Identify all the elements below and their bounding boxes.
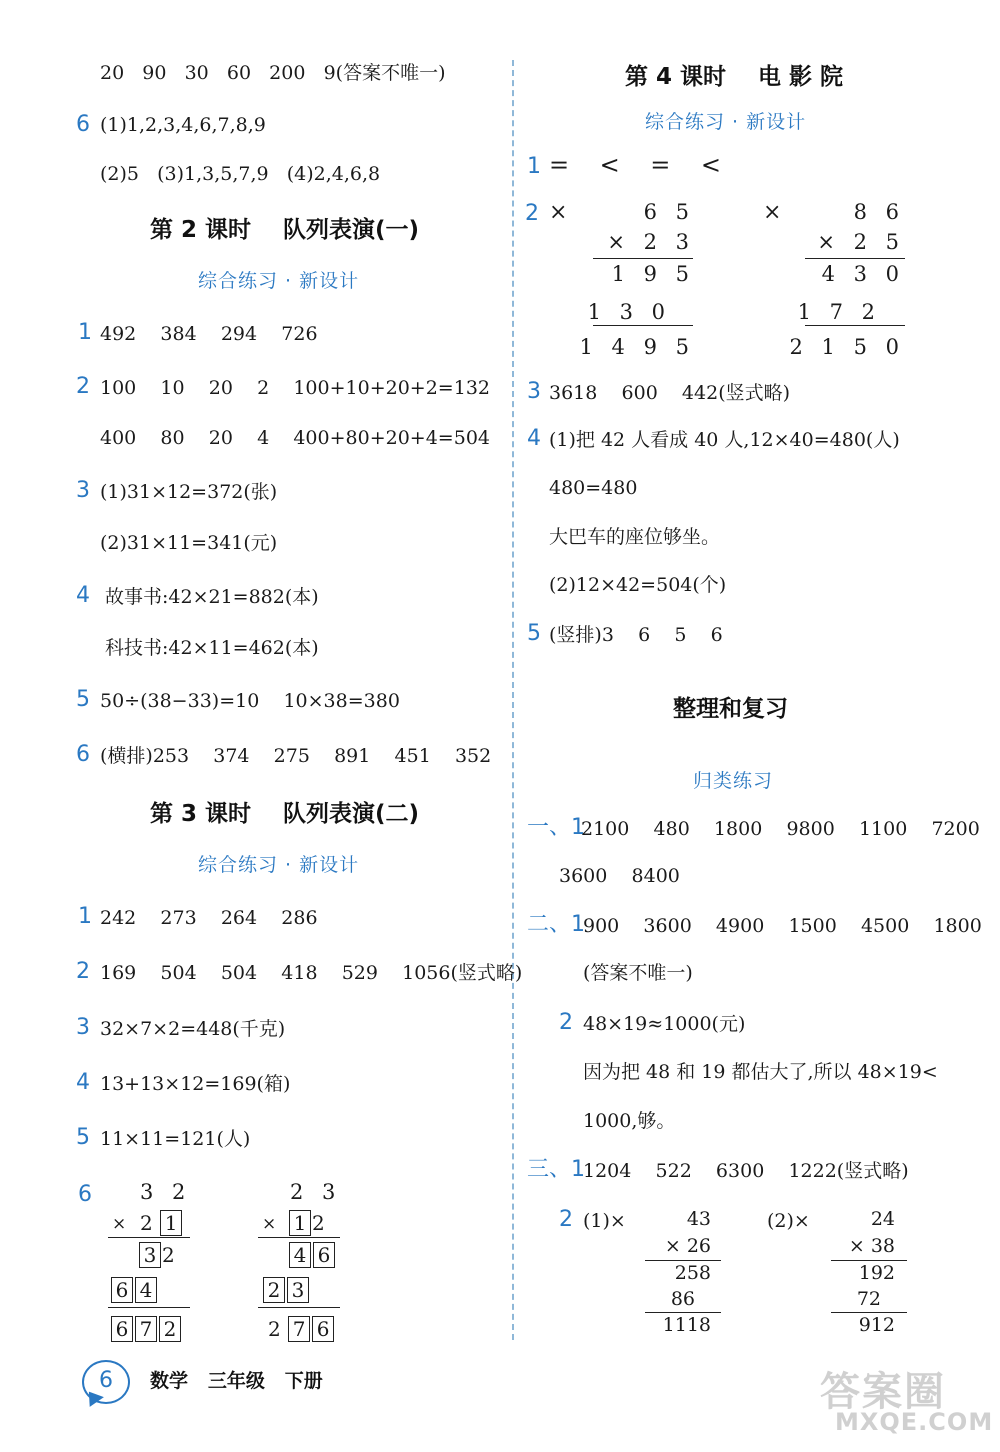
answer-line: (1)1,2,3,4,6,7,8,9 [100, 114, 266, 136]
answer-line: = < = < [549, 151, 721, 179]
section-subtitle: 综合练习 · 新设计 [645, 111, 807, 133]
answer-line: 2100 480 1800 9800 1100 7200 [581, 818, 980, 840]
answer-line: (横排)253 374 275 891 451 352 [100, 745, 492, 767]
answer-line: (2)31×11=341(元) [100, 532, 278, 554]
answer-line: 13+13×12=169(箱) [100, 1073, 291, 1095]
section-title: 第 2 课时 队列表演(一) [150, 217, 420, 243]
question-number: 一、1 [527, 815, 585, 840]
question-number: 4 [76, 583, 90, 608]
question-number: 2 [559, 1010, 573, 1035]
answer-line: (竖排)3 6 5 6 [549, 624, 723, 646]
answer-line: 48×19≈1000(元) [583, 1013, 746, 1035]
answer-line: 400 80 20 4 400+80+20+4=504 [100, 427, 490, 449]
question-number: 1 [527, 154, 541, 179]
answer-line: 32×7×2=448(千克) [100, 1018, 286, 1040]
section-subtitle: 归类练习 [693, 770, 774, 792]
answer-line: 因为把 48 和 19 都估大了,所以 48×19< [583, 1061, 938, 1083]
answer-line: 900 3600 4900 1500 4500 1800 [583, 915, 982, 937]
answer-line: 故事书:42×21=882(本) [105, 586, 319, 608]
question-number: 2 [559, 1207, 573, 1232]
footer-text: 数学 三年级 下册 [150, 1370, 323, 1392]
answer-line: (2)12×42=504(个) [549, 574, 727, 596]
answer-line: 480=480 [549, 477, 638, 499]
answer-line: 169 504 504 418 529 1056(竖式略) [100, 962, 523, 984]
answer-line: (答案不唯一) [583, 962, 693, 984]
answer-line: (1)31×12=372(张) [100, 481, 278, 503]
answer-line: 3600 8400 [559, 865, 680, 887]
question-number: 三、1 [527, 1157, 585, 1182]
answer-line: 50÷(38−33)=10 10×38=380 [100, 690, 400, 712]
answer-line: (2)5 (3)1,3,5,7,9 (4)2,4,6,8 [100, 163, 381, 185]
page-number: 6 [82, 1360, 130, 1404]
answer-line: 1204 522 6300 1222(竖式略) [583, 1160, 909, 1182]
answer-line: 大巴车的座位够坐。 [549, 526, 721, 548]
question-number: 6 [76, 742, 90, 767]
question-number: 3 [76, 1015, 90, 1040]
question-number: 1 [78, 320, 92, 345]
watermark-url: MXQE.COM [835, 1408, 994, 1436]
question-number: 1 [78, 904, 92, 929]
question-number: 3 [527, 379, 541, 404]
left-column: 20 90 30 60 200 9(答案不唯一) 6 (1)1,2,3,4,6,7,8,9 (2)5 (3)1,3,5,7,9 (4)2,4,6,8 第 2 课时 队列表演(一) 综合练习 · 新设计 1 492 384 294 726 2 100 10 20 2 100+10+20+2=132 400 80 20 4 400+80+20+4=504 3 (1)31×12=372(张) (2)31×11=341(元) 4 故事书:42×21=882(本) 科技书:42×11=462(本) 5 50÷(38−33)=10 10×38=380 6 (横排)253 374 275 891 451 352 第 3 课时 队列表演(二) 综合练习 · 新设计 1 242 273 264 286 2 169 504 504 418 529 1056(竖式略) 3 32×7×2=448(千克) 4 13+13×12=169(箱) 5 11×11=121(人) 6 3 2 × 2 1 3 2 6 4 6 7 2 2 3 × 1 2 4 6 2 3 2 7 6 [76, 62, 523, 1341]
section-title: 第 4 课时 电 影 院 [625, 64, 844, 90]
question-number: 2 [76, 374, 90, 399]
question-number: 6 [76, 112, 90, 137]
answer-line: 242 273 264 286 [100, 907, 318, 929]
right-column: 第 4 课时 电 影 院 综合练习 · 新设计 1 = < = < 2 × × 6 5 × 2 3 1 9 5 1 3 0 1 4 9 5 8 6 × 2 5 4 3 0 1 7 2 2 1 5 0 3 3618 600 442(竖式略) 4 (1)把 42 人看成 40 人,12×40=480(人) 480=480 大巴车的座位够坐。 (2)12×42=504(个) 5 (竖排)3 6 5 6 整理和复习 归类练习 一、1 2100 480 1800 9800 1100 7200 3600 8400 二、1 900 3600 4900 1500 4500 1800 (答案不唯一) 2 48×19≈1000(元) 因为把 48 和 19 都估大了,所以 48×19< 1000,够。 三、1 1204 522 6300 1222(竖式略) 2 (1)× (2)× 43 × 26 258 86 1118 24 × 38 192 72 912 [515, 0, 1000, 1452]
section-subtitle: 综合练习 · 新设计 [198, 854, 360, 876]
section-title: 整理和复习 [673, 696, 788, 722]
answer-line: 492 384 294 726 [100, 323, 318, 345]
question-number: 3 [76, 478, 90, 503]
question-number: 5 [527, 621, 541, 646]
section-title: 第 3 课时 队列表演(二) [150, 801, 420, 827]
answer-line: 3618 600 442(竖式略) [549, 382, 791, 404]
answer-line: 20 90 30 60 200 9(答案不唯一) [100, 62, 446, 84]
answer-line: 1000,够。 [583, 1110, 676, 1132]
section-subtitle: 综合练习 · 新设计 [198, 270, 360, 292]
question-number: 2 [525, 201, 539, 226]
question-number: 2 [76, 959, 90, 984]
answer-line: (1)把 42 人看成 40 人,12×40=480(人) [549, 429, 900, 451]
question-number: 5 [76, 1125, 90, 1150]
answer-line: 11×11=121(人) [100, 1128, 251, 1150]
question-number: 4 [76, 1070, 90, 1095]
answer-line: 科技书:42×11=462(本) [105, 637, 319, 659]
column-divider [512, 60, 514, 1340]
watermark-logo: 答案圈 [820, 1369, 946, 1415]
question-number: 5 [76, 687, 90, 712]
question-number: 6 [78, 1182, 92, 1207]
question-number: 4 [527, 426, 541, 451]
answer-line: 100 10 20 2 100+10+20+2=132 [100, 377, 490, 399]
question-number: 二、1 [527, 912, 585, 937]
